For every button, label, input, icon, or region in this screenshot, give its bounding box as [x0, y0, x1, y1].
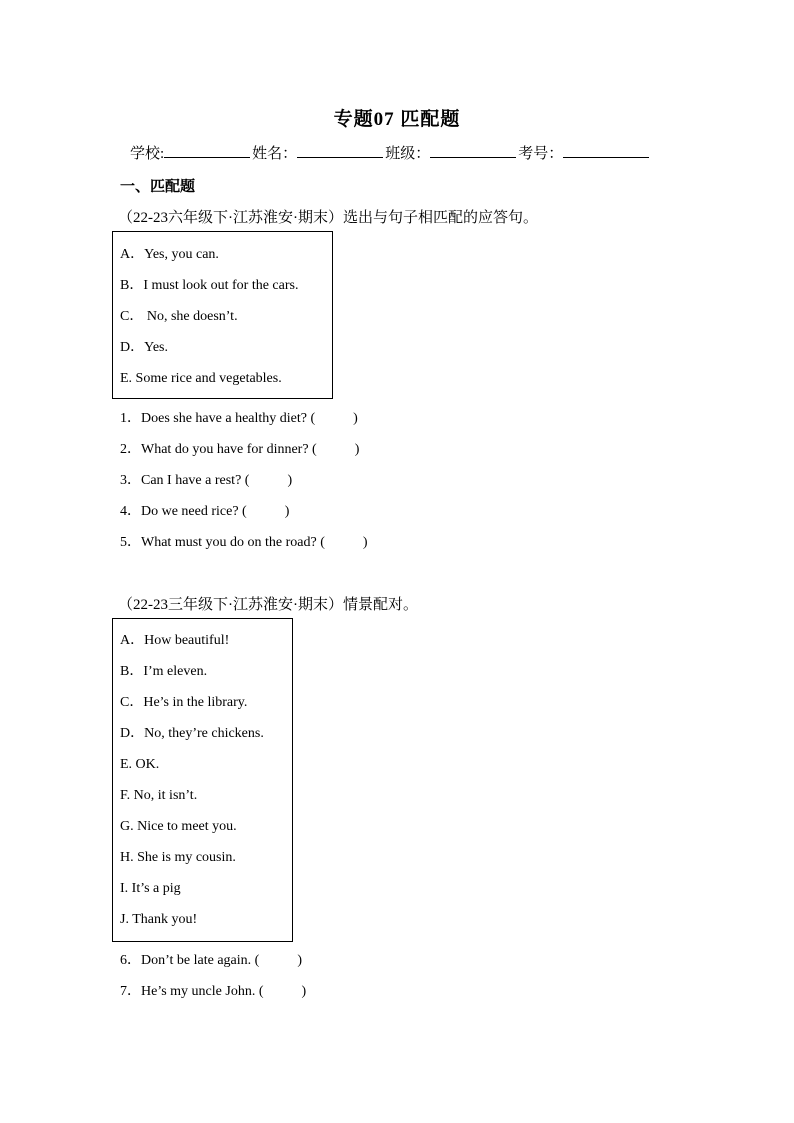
option-item: C．He’s in the library.: [120, 695, 248, 710]
question-item: [120, 949, 302, 969]
school-blank[interactable]: [164, 143, 250, 158]
name-label: 姓名：: [252, 146, 298, 162]
section-heading: 一、匹配题: [120, 179, 196, 195]
class-blank[interactable]: [430, 143, 516, 158]
question-item: [120, 469, 292, 489]
question-close: ): [353, 411, 358, 426]
question-item: [120, 531, 368, 551]
option-item: B．I must look out for the cars.: [120, 278, 299, 293]
option-item: F. No, it isn’t.: [120, 788, 198, 803]
question-close: ): [301, 984, 307, 999]
school-label: 学校:: [130, 146, 165, 162]
part2-instruction: （22-23三年级下·江苏淮安·期末）情景配对。: [118, 597, 418, 613]
page-title: 专题07 匹配题: [333, 109, 461, 130]
question-text: 2．What do you have for dinner? (: [120, 442, 317, 457]
question-text: 6．Don’t be late again. (: [120, 953, 260, 968]
question-item: [120, 438, 359, 458]
question-item: [120, 407, 358, 427]
option-item: D．Yes.: [120, 340, 168, 355]
question-close: ): [287, 473, 293, 488]
number-blank[interactable]: [563, 143, 649, 158]
question-close: ): [284, 504, 290, 519]
student-info-row: [130, 142, 651, 163]
question-item: [120, 500, 289, 520]
question-text: 3．Can I have a rest? (: [120, 473, 250, 488]
option-item: J. Thank you!: [120, 912, 198, 927]
question-text: 1．Does she have a healthy diet? (: [120, 411, 316, 426]
option-item: E. OK.: [120, 757, 160, 772]
part1-instruction: （22-23六年级下·江苏淮安·期末）选出与句子相匹配的应答句。: [118, 210, 538, 226]
option-item: C． No, she doesn’t.: [120, 309, 238, 324]
part2-options-box: [112, 618, 293, 942]
question-text: 4．Do we need rice? (: [120, 504, 247, 519]
option-item: G. Nice to meet you.: [120, 819, 237, 834]
option-item: E. Some rice and vegetables.: [120, 371, 282, 386]
option-item: A．Yes, you can.: [120, 247, 219, 262]
name-blank[interactable]: [297, 143, 383, 158]
question-close: ): [362, 535, 368, 550]
option-item: D．No, they’re chickens.: [120, 726, 264, 741]
question-close: ): [297, 953, 302, 968]
class-label: 班级：: [385, 146, 431, 162]
number-label: 考号：: [518, 146, 564, 162]
option-item: I. It’s a pig: [120, 881, 181, 896]
question-text: 7．He’s my uncle John. (: [120, 984, 264, 999]
option-item: A．How beautiful!: [120, 633, 230, 648]
question-close: ): [354, 442, 360, 457]
part1-options-box: [112, 231, 333, 399]
question-item: [120, 980, 306, 1000]
question-text: 5．What must you do on the road? (: [120, 535, 325, 550]
option-item: H. She is my cousin.: [120, 850, 236, 865]
option-item: B．I’m eleven.: [120, 664, 208, 679]
